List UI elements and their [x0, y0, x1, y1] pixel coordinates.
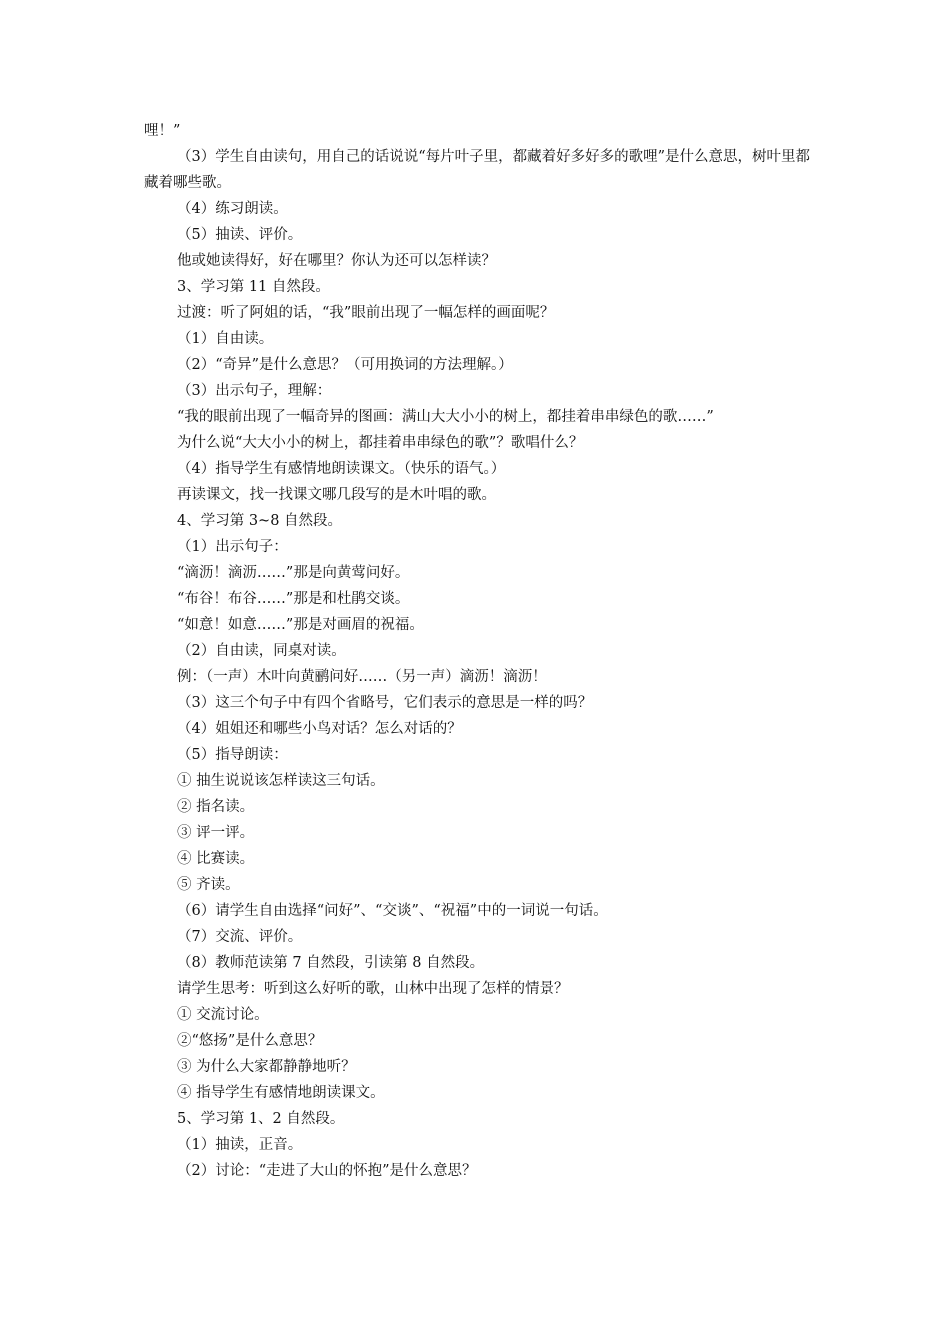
- text-line: （3）这三个句子中有四个省略号，它们表示的意思是一样的吗？: [177, 695, 593, 711]
- text-line: （3）出示句子，理解：: [177, 383, 332, 399]
- text-paragraph: （3）学生自由读句，用自己的话说说“每片叶子里，都藏着好多好多的歌哩”是什么意思，树叶里都藏着哪些歌。: [144, 149, 811, 191]
- text-line: 过渡：听了阿姐的话，“我”眼前出现了一幅怎样的画面呢？: [177, 305, 555, 321]
- list-item: ③ 评一评。: [177, 825, 255, 841]
- text-line: （4）姐姐还和哪些小鸟对话？怎么对话的？: [177, 721, 462, 737]
- quote-line: “布谷！布谷……”那是和杜鹃交谈。: [177, 591, 410, 607]
- list-item: ① 交流讨论。: [177, 1007, 269, 1023]
- text-line: （1）出示句子：: [177, 539, 288, 555]
- list-item: ② 指名读。: [177, 799, 255, 815]
- text-line: （2）自由读，同桌对读。: [177, 643, 346, 659]
- text-line: （2）讨论：“走进了大山的怀抱”是什么意思？: [177, 1163, 477, 1179]
- list-item: ②“悠扬”是什么意思？: [177, 1033, 323, 1049]
- quote-line: “如意！如意……”那是对画眉的祝福。: [177, 617, 424, 633]
- text-line: 请学生思考：听到这么好听的歌，山林中出现了怎样的情景？: [177, 981, 569, 997]
- text-line: 再读课文，找一找课文哪几段写的是木叶唱的歌。: [177, 487, 496, 503]
- list-item: ④ 指导学生有感情地朗读课文。: [177, 1085, 385, 1101]
- text-line: 为什么说“大大小小的树上，都挂着串串绿色的歌”？歌唱什么？: [177, 435, 584, 451]
- text-line: （2）“奇异”是什么意思？（可用换词的方法理解。）: [177, 357, 513, 373]
- text-line: （4）练习朗读。: [177, 201, 288, 217]
- quote-line: “我的眼前出现了一幅奇异的图画：满山大大小小的树上，都挂着串串绿色的歌……”: [177, 409, 714, 425]
- text-line: 例：（一声）木叶向黄鹂问好……（另一声）滴沥！滴沥！: [177, 669, 547, 685]
- text-line: （6）请学生自由选择“问好”、“交谈”、“祝福”中的一词说一句话。: [177, 903, 608, 919]
- section-heading: 4、学习第 3~8 自然段。: [177, 513, 343, 529]
- text-line: （8）教师范读第 7 自然段，引读第 8 自然段。: [177, 955, 485, 971]
- text-line: （7）交流、评价。: [177, 929, 303, 945]
- list-item: ④ 比赛读。: [177, 851, 255, 867]
- list-item: ⑤ 齐读。: [177, 877, 240, 893]
- text-line: （5）抽读、评价。: [177, 227, 303, 243]
- list-item: ③ 为什么大家都静静地听？: [177, 1059, 356, 1075]
- document-body: [144, 118, 814, 1184]
- text-line: （1）抽读，正音。: [177, 1137, 303, 1153]
- text-line: 他或她读得好，好在哪里？你认为还可以怎样读？: [177, 253, 496, 269]
- section-heading: 5、学习第 1、2 自然段。: [177, 1111, 345, 1127]
- text-line: （4）指导学生有感情地朗读课文。（快乐的语气。）: [177, 461, 506, 477]
- list-item: ① 抽生说说该怎样读这三句话。: [177, 773, 385, 789]
- quote-line: “滴沥！滴沥……”那是向黄莺问好。: [177, 565, 410, 581]
- section-heading: 3、学习第 11 自然段。: [177, 279, 330, 295]
- text-line: （5）指导朗读：: [177, 747, 288, 763]
- text-line: （1）自由读。: [177, 331, 274, 347]
- text-line: 哩！”: [144, 123, 181, 139]
